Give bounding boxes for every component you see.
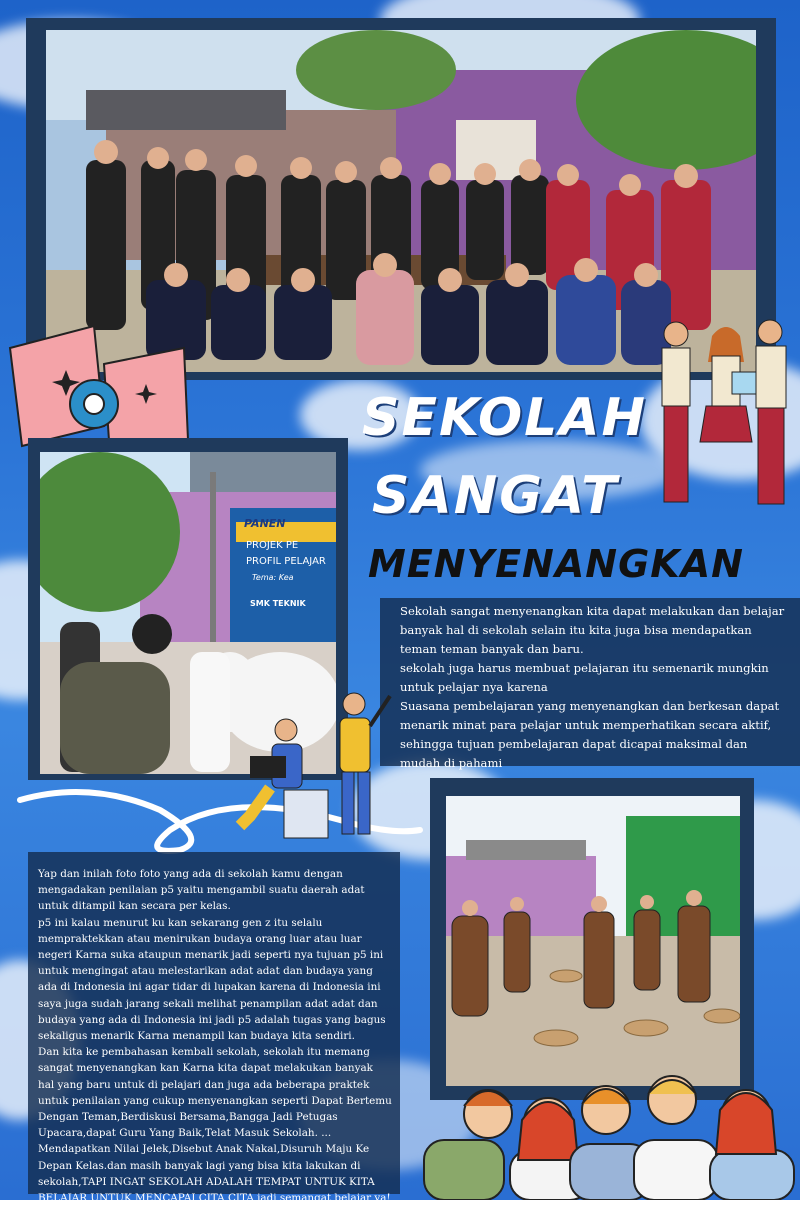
right-paragraph-1: Sekolah sangat menyenangkan kita dapat melakukan dan belajar banyak hal di sekolah selain itu kita juga bisa mendapatkan teman teman banyak dan baru. <box>400 604 785 656</box>
friends-illustration <box>410 1070 800 1200</box>
left-text-box <box>28 852 400 1205</box>
left-paragraph-3: Dan kita ke pembahasan kembali sekolah, sekolah itu memang sangat menyenangkan kan Karna kita dapat melakukan banyak hal yang baru untuk di pelajari dan juga ada beberapa praktek untuk penilaian yang cukup menyenangkan seperti Dapat Bertemu Dengan Teman,Berdiskusi Bersama,Bangga Jadi Petugas Upacara,dapat Guru Yang Baik,Telat Masuk Sekolah. ... <box>38 1046 392 1140</box>
banner-line-1: PANEN <box>244 517 286 530</box>
title-line-2: SANGAT <box>372 466 619 526</box>
laptop-people-illustration <box>230 686 400 846</box>
banner-line-3: PROFIL PELAJAR <box>246 556 326 567</box>
banner-line-5: SMK TEKNIK <box>250 599 306 608</box>
students-illustration <box>646 312 798 522</box>
left-paragraph-4: Mendapatkan Nilai Jelek,Disebut Anak Nakal,Disuruh Maju Ke Depan Kelas.dan masih banyak lagi yang bisa kita lakukan di sekolah,TAPI INGAT SEKOLAH ADALAH TEMPAT UNTUK KITA BELAJAR UNTUK MENCAPAI CITA CITA jadi semangat belajar ya! <box>38 1143 391 1205</box>
dance-photo <box>446 796 740 1086</box>
title-line-3: MENYENANGKAN <box>368 542 744 586</box>
banner-line-4: Tema: Kea <box>252 573 294 582</box>
left-paragraph-1: Yap dan inilah foto foto yang ada di sekolah kamu dengan mengadakan penilaian p5 yaitu mengambil suatu daerah adat untuk ditampil kan secara per kelas. <box>38 868 365 913</box>
event-banner <box>240 516 336 656</box>
right-paragraph-2: sekolah juga harus membuat pelajaran itu semenarik mungkin untuk pelajar nya karena <box>400 661 769 694</box>
right-paragraph-3: Suasana pembelajaran yang menyenangkan dan berkesan dapat menarik minat para pelajar untuk memperhatikan secara aktif, sehingga tujuan pembelajaran dapat dicapai maksimal dan mudah di pahami <box>400 699 780 770</box>
banner-line-2: PROJEK PE <box>246 540 299 551</box>
title-line-1: SEKOLAH <box>362 388 648 448</box>
left-paragraph-2: p5 ini kalau menurut ku kan sekarang gen z itu selalu mempraktekkan atau menirukan budaya orang luar atau luar negeri Karna suka ataupun menarik jadi seperti nya tujuan p5 ini untuk mengingat atau melestarikan adat adat dan budaya yang ada di Indonesia ini agar tidar di lupakan karena di Indonesia ini saya juga sudah jarang sekali melihat penampilan adat adat dan budaya yang ada di Indonesia ini jadi p5 adalah tugas yang bagus sekaligus menarik Karna menampil kan budaya kita sendiri. <box>38 916 386 1043</box>
right-text-box <box>380 598 800 770</box>
